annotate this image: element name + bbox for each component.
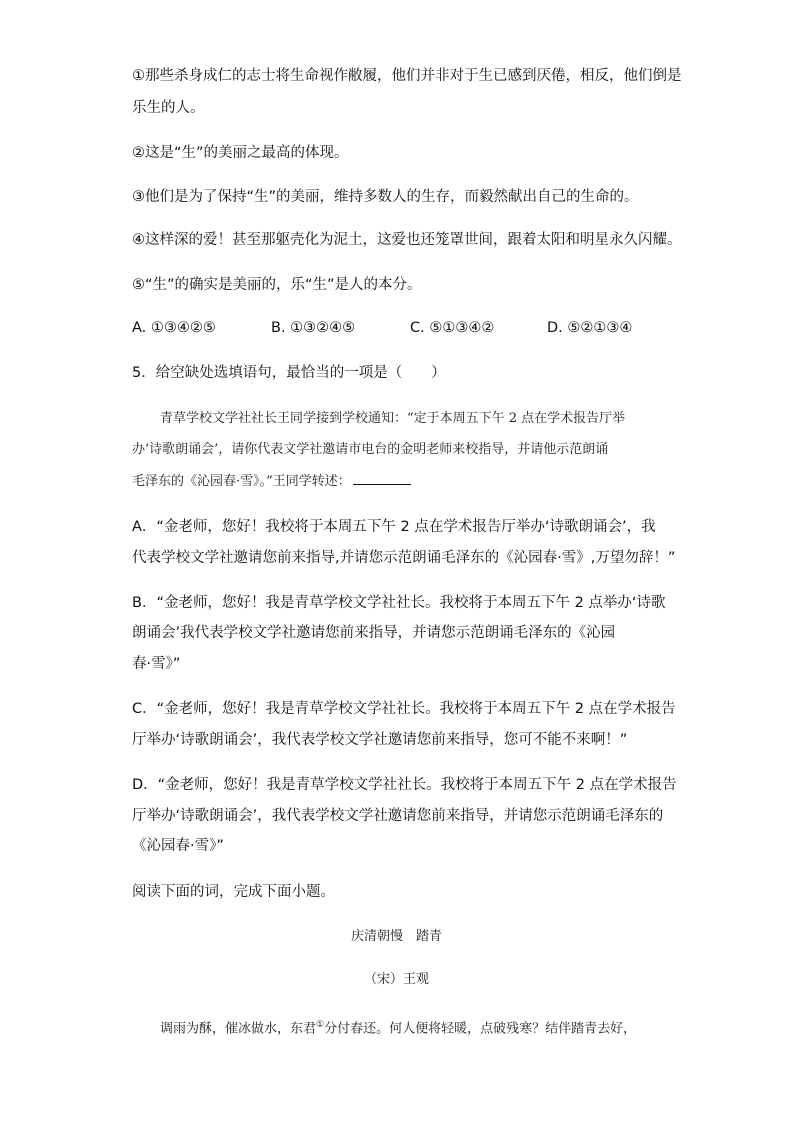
answer-blank: [353, 472, 411, 485]
q5-stem: 5．给空缺处选填语句，最恰当的一项是（ ）: [132, 365, 446, 381]
q5-option-d-line-2[interactable]: 厅举办‘诗歌朗诵会’，我代表学校文学社邀请您前来指导，并请您示范朗诵毛泽东的: [132, 808, 664, 824]
poem-title: 庆清朝慢 踏青: [350, 929, 442, 944]
reading-instruction: 阅读下面的词，完成下面小题。: [132, 884, 335, 900]
q4-option-a[interactable]: A. ①③④②⑤: [132, 320, 216, 336]
q5-option-a-line-2[interactable]: 代表学校文学社邀请您前来指导,并请您示范朗诵毛泽东的《沁园春·雪》,万望勿辞！”: [132, 550, 676, 566]
poem-line-1: [160, 1016, 636, 1038]
q5-option-a-line-1[interactable]: A．“金老师，您好！我校将于本周五下午 2 点在学术报告厅举办‘诗歌朗诵会’，我: [132, 519, 656, 535]
q5-context-line-3-wrap: [132, 472, 411, 491]
q5-option-d-line-3[interactable]: 《沁园春·雪》”: [132, 838, 224, 854]
q5-option-b-line-3[interactable]: 春·雪》”: [132, 656, 181, 672]
q5-option-c-line-2[interactable]: 厅举办‘诗歌朗诵会’，我代表学校文学社邀请您前来指导，您可不能不来啊！”: [132, 732, 628, 748]
sentence-4: ④这样深的爱！甚至那躯壳化为泥土，这爱也还笼罩世间，跟着太阳和明星永久闪耀。: [132, 232, 682, 248]
q4-option-d[interactable]: D. ⑤②①③④: [547, 320, 633, 336]
sentence-5: ⑤“生”的确实是美丽的，乐“生”是人的本分。: [132, 277, 422, 293]
q4-option-b[interactable]: B. ①③②④⑤: [271, 320, 356, 336]
q5-context-line-2: 办‘诗歌朗诵会’，请你代表文学社邀请市电台的金明老师来校指导，并请他示范朗诵: [132, 442, 609, 457]
q4-option-c[interactable]: C. ⑤①③④②: [410, 320, 495, 336]
sentence-3: ③他们是为了保持“生”的美丽，维持多数人的生存，而毅然献出自己的生命的。: [132, 189, 639, 205]
sentence-1-line-2: 乐生的人。: [132, 100, 205, 116]
sentence-2: ②这是“生”的美丽之最高的体现。: [132, 145, 349, 161]
q5-option-d-line-1[interactable]: D．“金老师，您好！我是青草学校文学社社长。我校将于本周五下午 2 点在学术报告: [132, 777, 677, 793]
q5-context-line-3: 毛泽东的《沁园春·雪》。”王同学转述：: [132, 474, 351, 489]
q5-context-line-1: 青草学校文学社社长王同学接到学校通知：“定于本周五下午 2 点在学术报告厅举: [160, 411, 626, 426]
footnote-marker: ①: [316, 1020, 325, 1030]
q5-option-b-line-1[interactable]: B．“金老师，您好！我是青草学校文学社社长。我校将于本周五下午 2 点举办‘诗歌: [132, 595, 666, 611]
q5-option-b-line-2[interactable]: 朗诵会’我代表学校文学社邀请您前来指导，并请您示范朗诵毛泽东的《沁园: [132, 625, 616, 641]
q5-option-c-line-1[interactable]: C．“金老师，您好！我是青草学校文学社社长。我校将于本周五下午 2 点在学术报告: [132, 701, 676, 717]
poem-author: （宋）王观: [363, 972, 429, 987]
sentence-1-line-1: ①那些杀身成仁的志士将生命视作敝履，他们并非对于生已感到厌倦，相反，他们倒是: [132, 68, 682, 84]
poem-line-1-part-b: 分付春还。何人便将轻暖，点破残寒？结伴踏青去好，: [324, 1021, 637, 1037]
poem-line-1-part-a: 调雨为酥，催冰做水，东君: [160, 1021, 317, 1037]
